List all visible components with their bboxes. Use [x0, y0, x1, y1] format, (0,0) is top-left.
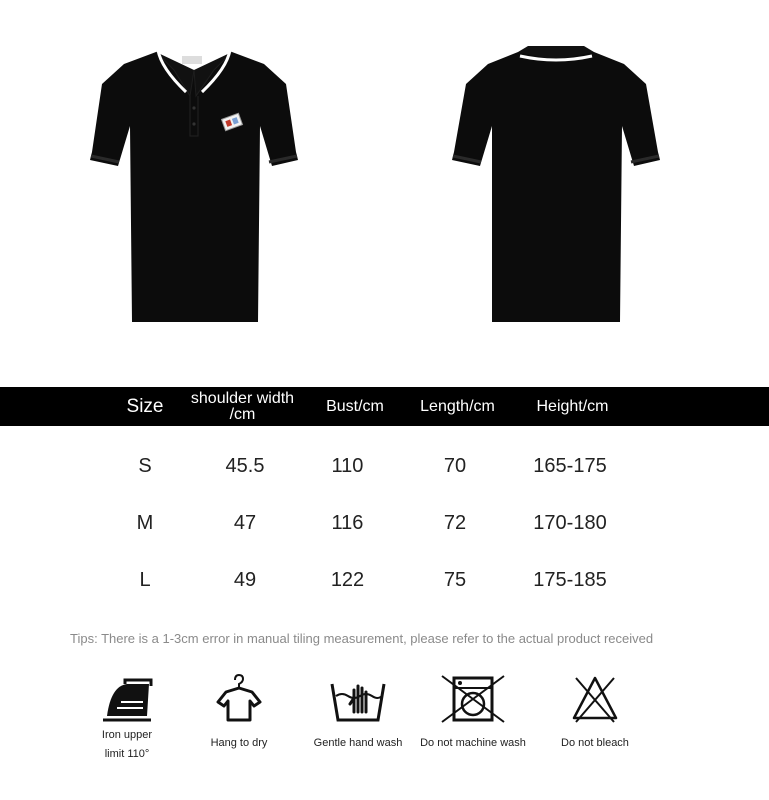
care-item-no-machine-wash	[414, 672, 532, 753]
cell-size: L	[139, 569, 151, 591]
size-table-header	[0, 387, 769, 426]
header-bust: Bust/cm	[326, 397, 384, 415]
cell-size: M	[136, 512, 154, 534]
header-length: Length/cm	[420, 397, 495, 415]
cell-length: 75	[443, 569, 467, 591]
iron-icon	[97, 672, 157, 726]
care-item-no-bleach	[552, 672, 638, 753]
header-size: Size	[126, 395, 164, 417]
header-height: Height/cm	[536, 397, 609, 415]
polo-back-image	[448, 40, 664, 330]
product-images	[0, 0, 769, 380]
table-row	[0, 565, 769, 595]
cell-bust: 116	[331, 512, 364, 534]
table-row	[0, 508, 769, 538]
care-item-hang	[203, 672, 275, 753]
cell-bust: 110	[331, 455, 364, 477]
cell-height: 175-185	[533, 569, 607, 591]
polo-front-image	[86, 40, 302, 330]
care-label-no-bleach: Do not bleach	[561, 737, 629, 749]
no-bleach-icon	[570, 672, 620, 726]
hanger-icon	[214, 672, 264, 726]
care-label-iron-line2: limit 110°	[104, 748, 150, 760]
care-item-iron	[92, 672, 162, 764]
cell-height: 165-175	[533, 455, 607, 477]
cell-length: 72	[443, 512, 467, 534]
header-shoulder-width	[180, 387, 305, 426]
cell-shoulder: 49	[233, 569, 257, 591]
cell-height: 170-180	[533, 512, 607, 534]
table-row	[0, 451, 769, 481]
care-label-hang: Hang to dry	[210, 737, 268, 749]
hand-wash-icon	[328, 672, 388, 726]
care-label-no-machine-wash: Do not machine wash	[420, 737, 526, 749]
no-machine-wash-icon	[438, 672, 508, 726]
care-label-iron-line1: Iron upper	[101, 729, 153, 741]
cell-bust: 122	[330, 569, 365, 591]
care-label-hand-wash: Gentle hand wash	[313, 737, 403, 749]
header-shoulder-line1: shoulder width	[190, 389, 295, 407]
cell-shoulder: 45.5	[225, 455, 265, 477]
measurement-tips: Tips: There is a 1-3cm error in manual tiling measurement, please refer to the actual product received	[70, 631, 654, 646]
care-item-hand-wash	[308, 672, 408, 753]
cell-shoulder: 47	[233, 512, 257, 534]
cell-length: 70	[443, 455, 467, 477]
cell-size: S	[138, 455, 152, 477]
header-shoulder-line2: /cm	[229, 405, 256, 423]
